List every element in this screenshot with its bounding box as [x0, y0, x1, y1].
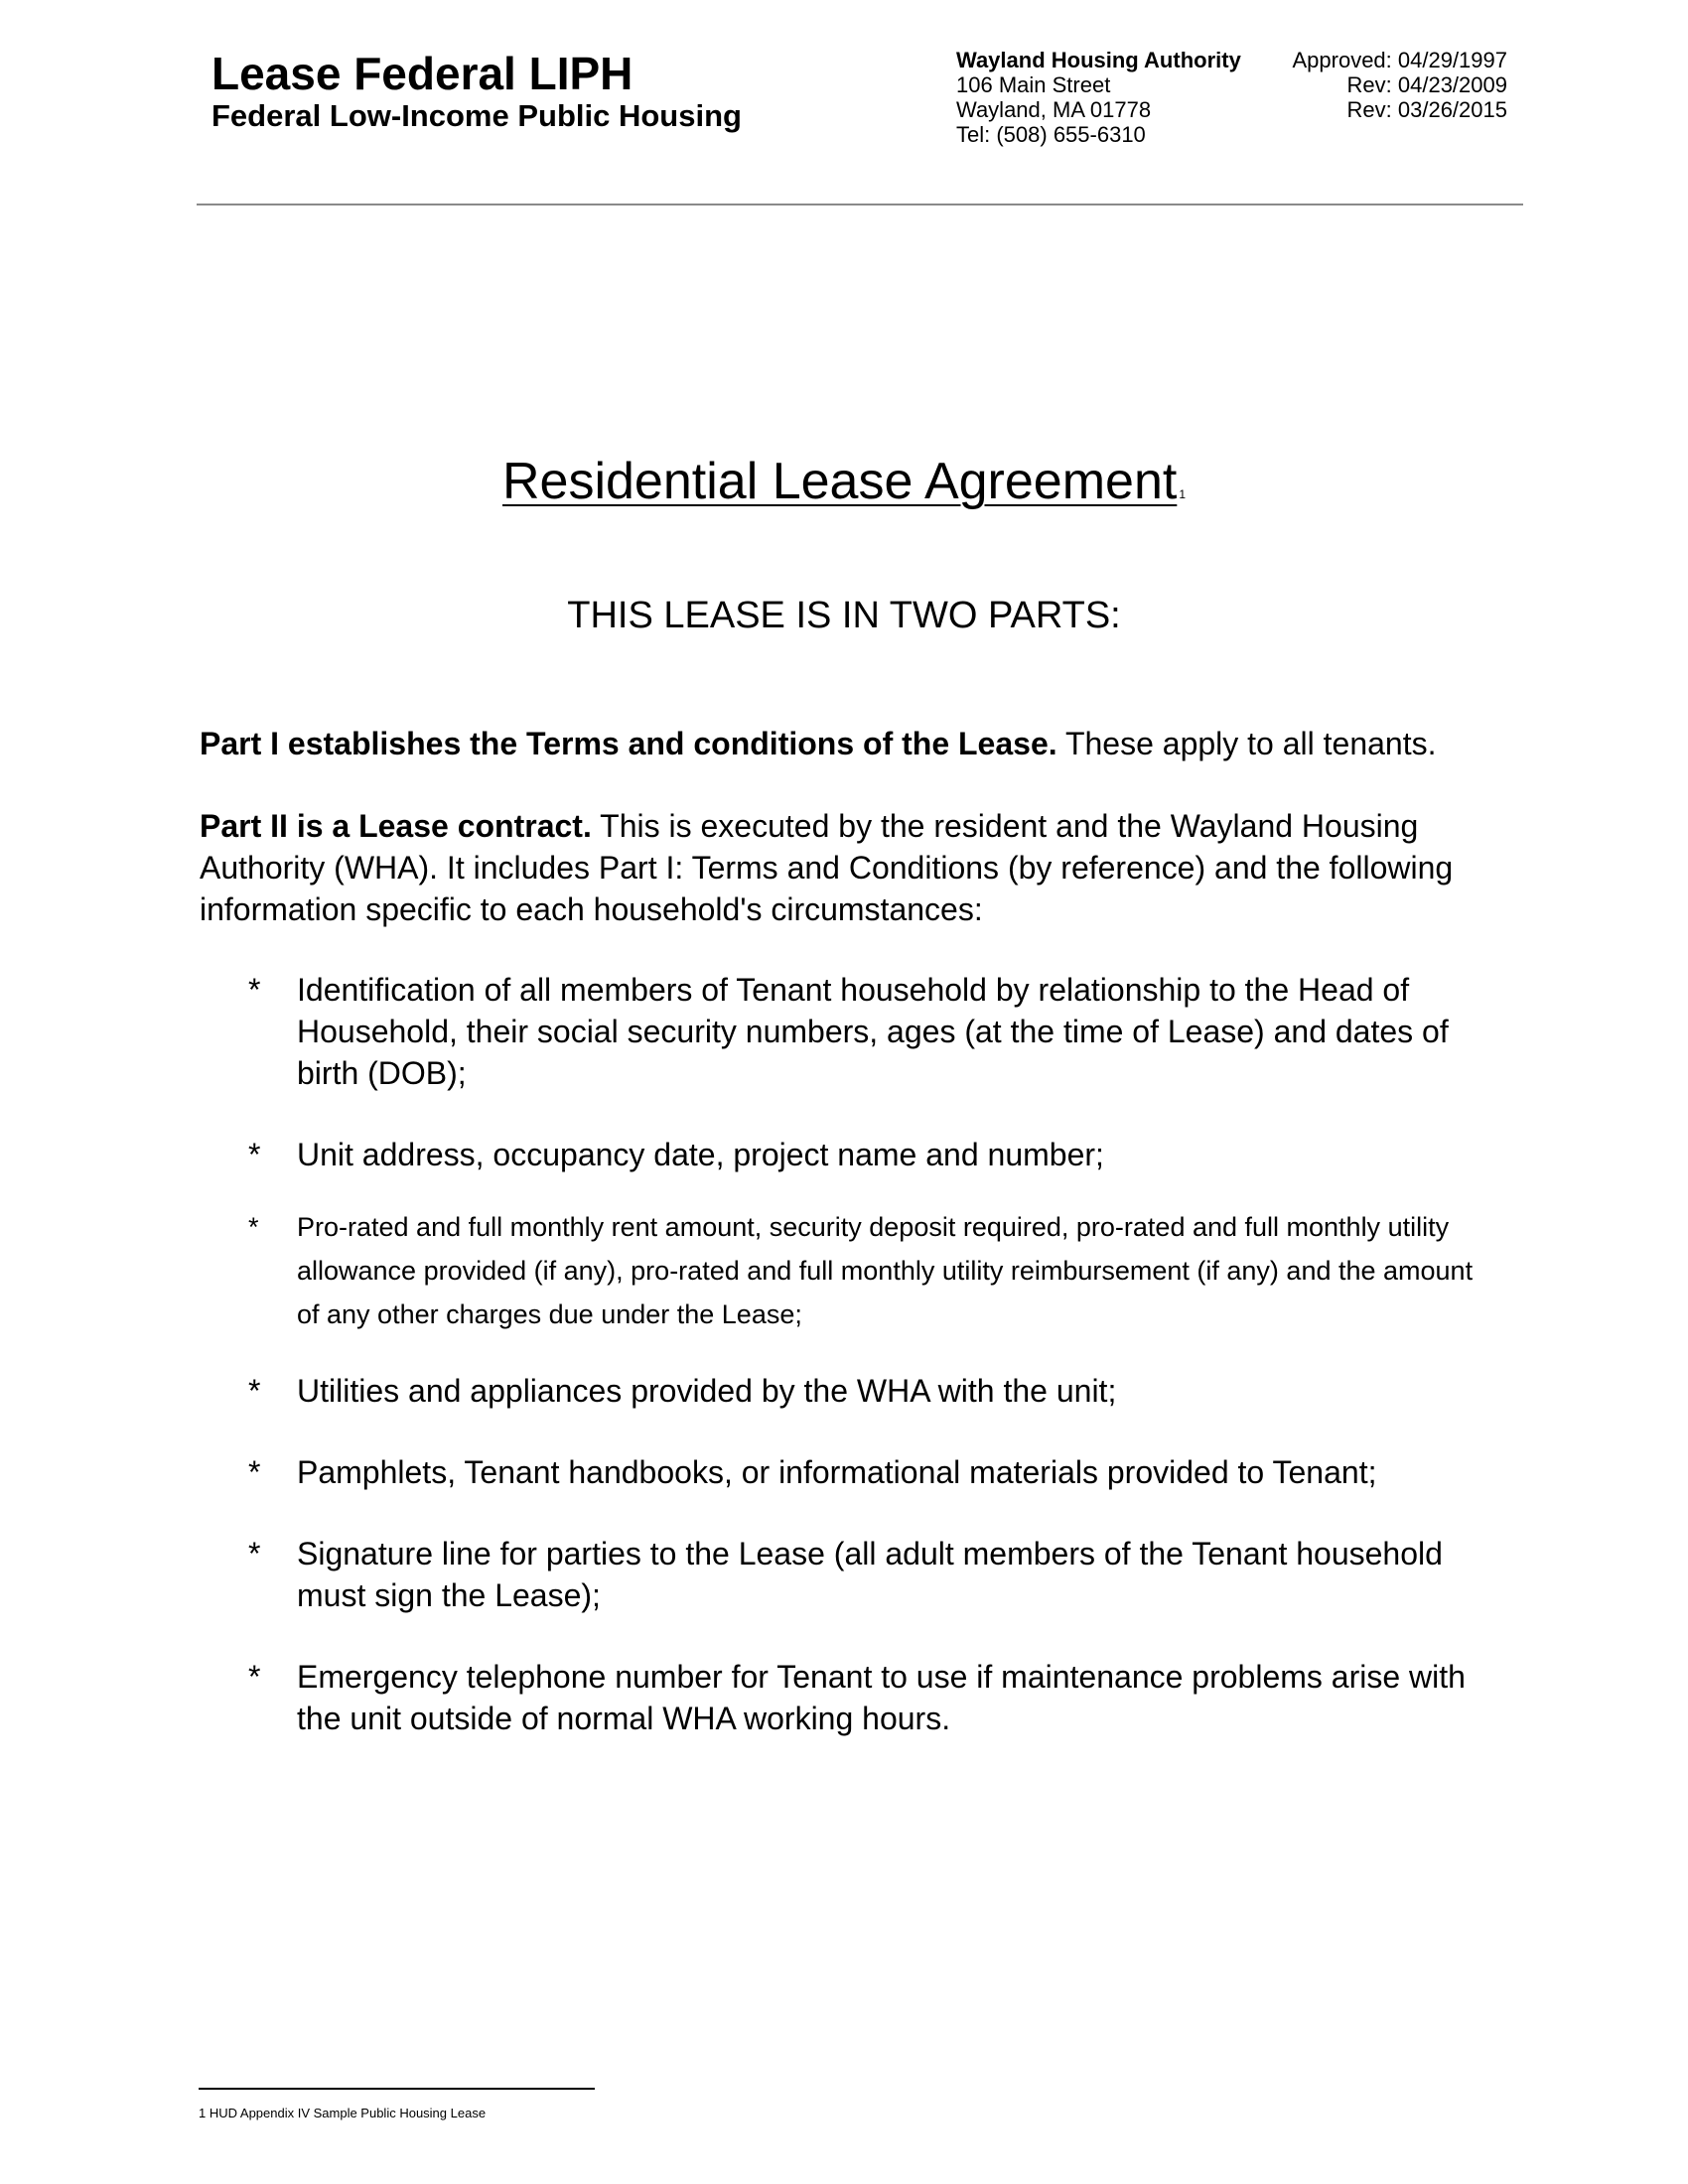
list-item — [248, 1205, 1499, 1336]
approved-date: Approved: 04/29/1997 — [1292, 48, 1507, 72]
list-item — [248, 1370, 1499, 1412]
bullet-marker: * — [248, 1137, 261, 1172]
bullet-marker: * — [248, 1373, 261, 1409]
list-item-text: Identification of all members of Tenant household by relationship to the Head of Household, their social security numbers, ages (at the time of Lease) and dates of birth (DOB); — [297, 972, 1449, 1091]
header-divider — [197, 204, 1523, 205]
footnote-divider — [199, 2088, 595, 2090]
list-item — [248, 1451, 1499, 1493]
footnote-text: 1 HUD Appendix IV Sample Public Housing Lease — [199, 2106, 487, 2120]
list-item — [248, 1656, 1499, 1739]
list-item-text: Pamphlets, Tenant handbooks, or informational materials provided to Tenant; — [297, 1454, 1377, 1490]
bullet-marker: * — [248, 1659, 261, 1695]
revision-date-2: Rev: 03/26/2015 — [1346, 97, 1507, 122]
part-one-text: These apply to all tenants. — [1056, 726, 1437, 761]
organization-name: Wayland Housing Authority — [956, 48, 1241, 72]
revision-dates-block — [1292, 48, 1507, 122]
list-item-text: Utilities and appliances provided by the WHA with the unit; — [297, 1373, 1117, 1409]
bullet-marker: * — [248, 1212, 259, 1242]
revision-date-1: Rev: 04/23/2009 — [1346, 72, 1507, 97]
page-title — [0, 451, 1688, 525]
part-one-paragraph — [200, 723, 1490, 764]
bullet-marker: * — [248, 1454, 261, 1490]
list-item-text: Unit address, occupancy date, project name and number; — [297, 1137, 1104, 1172]
bullet-marker: * — [248, 1536, 261, 1571]
organization-block — [956, 48, 1241, 147]
list-item — [248, 1134, 1499, 1175]
parts-heading: THIS LEASE IS IN TWO PARTS: — [567, 595, 1121, 636]
bullet-marker: * — [248, 972, 261, 1008]
footnote-reference: 1 — [1179, 487, 1186, 501]
list-item-text: Emergency telephone number for Tenant to use if maintenance problems arise with the unit outside of normal WHA working hours. — [297, 1659, 1466, 1736]
organization-address-line1: 106 Main Street — [956, 72, 1111, 97]
list-item-text: Pro-rated and full monthly rent amount, security deposit required, pro-rated and full monthly utility allowance provided (if any), pro-rated and full monthly utility reimbursement (if any) and the amount of any other charges due under the Lease; — [297, 1212, 1474, 1329]
part-two-text: This is executed by the resident and the Wayland Housing Authority (WHA). It includes Part I: Terms and Conditions (by reference) and the following information specific to each household's circumstances: — [200, 808, 1454, 927]
part-two-paragraph — [200, 805, 1490, 930]
list-item-text: Signature line for parties to the Lease (all adult members of the Tenant household must sign the Lease); — [297, 1536, 1443, 1613]
document-subtitle-header: Federal Low-Income Public Housing — [211, 98, 742, 133]
page-title-text: Residential Lease Agreement — [501, 453, 1178, 510]
organization-address-line2: Wayland, MA 01778 — [956, 97, 1152, 122]
part-two-lead: Part II is a Lease contract. — [200, 808, 592, 844]
part-one-lead: Part I establishes the Terms and conditions of the Lease. — [200, 726, 1057, 761]
document-title-header: Lease Federal LIPH — [211, 48, 633, 99]
list-item — [248, 1533, 1499, 1616]
list-item — [248, 969, 1499, 1094]
organization-phone: Tel: (508) 655-6310 — [956, 122, 1146, 147]
circumstances-list — [248, 969, 1499, 1739]
